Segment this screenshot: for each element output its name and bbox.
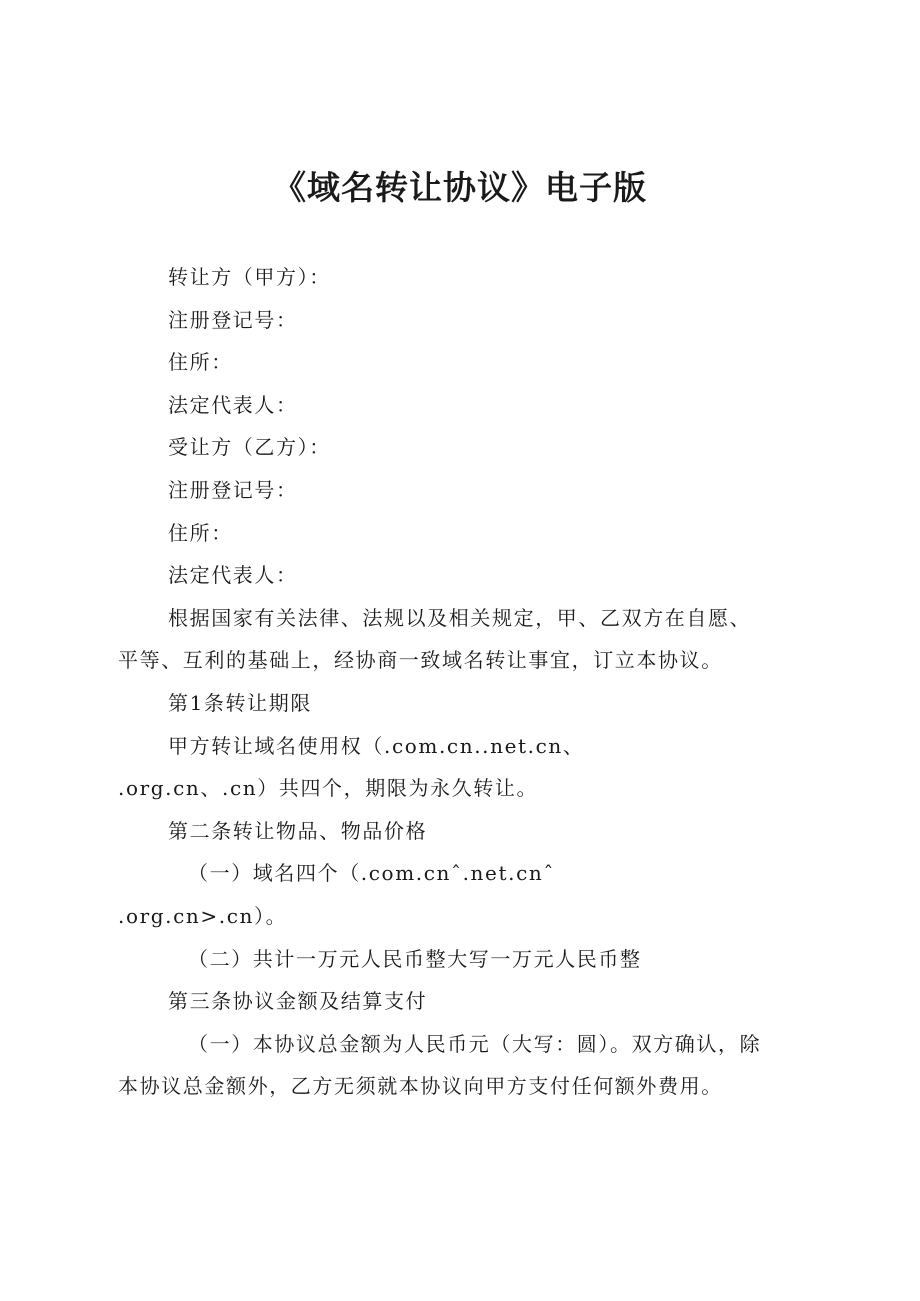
preamble-line: 平等、互利的基础上，经协商一致域名转让事宜，订立本协议。 [118,648,723,673]
document-body [118,256,818,1108]
article-heading: 第三条协议金额及结算支付 [168,989,428,1014]
clause-line: （一）域名四个（.com.cnˆ.net.cnˆ [188,861,555,886]
party-b-representative-label: 法定代表人： [168,563,298,588]
party-b-label: 受让方（乙方）： [168,435,331,460]
paragraph-line: .org.cn、.cn）共四个，期限为永久转让。 [118,776,539,801]
article-heading: 第1条转让期限 [168,690,312,715]
party-b-address-label: 住所： [168,520,233,545]
article-heading: 第二条转让物品、物品价格 [168,818,428,843]
party-a-representative-label: 法定代表人： [168,392,298,417]
document-title: 《域名转让协议》电子版 [273,168,647,207]
preamble-line: 根据国家有关法律、法规以及相关规定，甲、乙双方在自愿、 [168,605,752,630]
paragraph-line: 甲方转让域名使用权（.com.cn..net.cn、 [168,733,585,758]
party-b-registration-label: 注册登记号： [168,477,298,502]
party-a-address-label: 住所： [168,350,233,375]
clause-line: （二）共计一万元人民币整大写一万元人民币整 [188,946,642,971]
party-a-label: 转让方（甲方）： [168,265,331,289]
clause-line: （一）本协议总金额为人民币元（大写：圆）。双方确认，除 [188,1031,762,1056]
party-a-registration-label: 注册登记号： [168,307,298,332]
clause-line: 本协议总金额外，乙方无须就本协议向甲方支付任何额外费用。 [118,1074,723,1099]
clause-line: .org.cn>.cn）。 [118,903,288,928]
